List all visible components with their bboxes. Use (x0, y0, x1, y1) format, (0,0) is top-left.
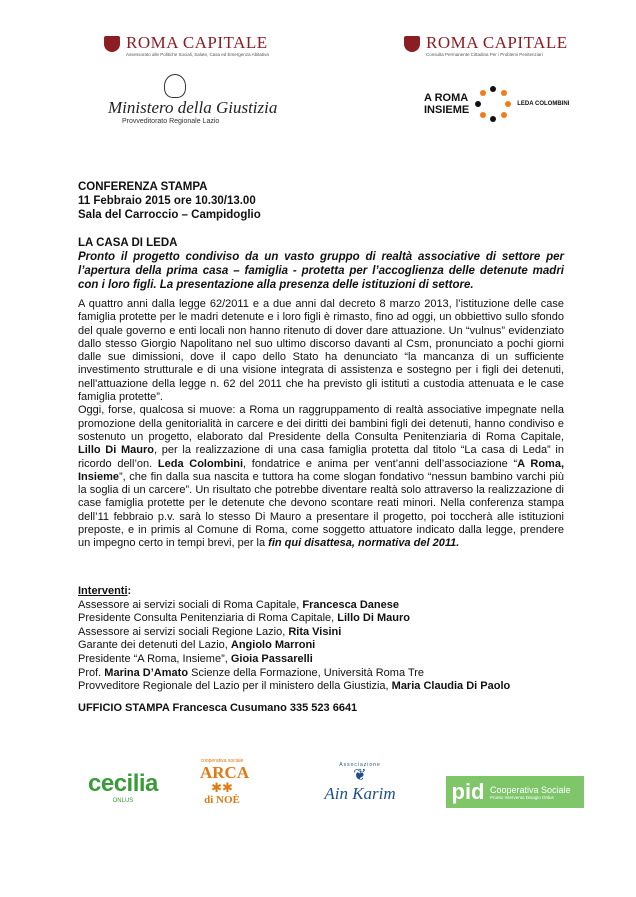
intervento-item (78, 626, 578, 640)
intervento-item (78, 653, 578, 667)
intervento-role: Presidente “A Roma, Insieme”, (78, 652, 231, 665)
intervento-role: Prof. (78, 666, 105, 679)
intervento-name: Gioia Passarelli (230, 652, 313, 665)
ministero-title: Ministero della Giustizia (108, 98, 278, 117)
press-office: UFFICIO STAMPA Francesca Cusumano 335 523 6641 (78, 702, 358, 714)
dots-circle-icon (473, 84, 513, 124)
intervento-role: Assessore ai servizi sociali di Roma Capitale, (78, 598, 303, 611)
ring-dot (490, 86, 496, 92)
ministero-giustizia-logo (108, 74, 278, 125)
pid-subtitle: Pronto Intervento Disagio Onlus (490, 794, 554, 800)
roma-capitale-title: ROMA CAPITALE (426, 33, 568, 52)
body-text (78, 298, 564, 551)
ain-karim-top: Associazione (339, 762, 381, 768)
ain-karim-logo (310, 762, 410, 804)
intervento-name: Marina D’Amato (104, 666, 189, 679)
p2-name-association: A Roma, Insieme (78, 457, 565, 483)
intervento-item (78, 680, 578, 694)
roma-capitale-subtitle: Consulta Permanente Cittadina Per i Problemi Penitenziari (426, 52, 543, 57)
republic-emblem-icon (164, 74, 186, 98)
roma-crest-icon (104, 36, 120, 52)
p2-text: Oggi, forse, qualcosa si muove: a Roma un raggruppamento di realtà associative impegnate nella promozione della genitorialità in carcere e dei diritti dei bambini figli dei detenuti, hanno condiviso e sostenuto un progetto, elaborato dal Presidente della Consulta Penitenziaria di Roma Capitale, (78, 404, 564, 443)
arca-di-noe-logo (200, 758, 250, 806)
roma-capitale-subtitle: Assessorato alle Politiche Sociali, Salute, Casa ed Emergenza Abitativa (126, 52, 269, 57)
intervento-name: Angiolo Marroni (230, 639, 316, 652)
p2-text: , fondatrice e anima per vent’anni dell’associazione “ (243, 457, 518, 470)
body-paragraph-2 (78, 404, 564, 550)
header-line-2: 11 Febbraio 2015 ore 10.30/13.00 (78, 195, 256, 207)
arca-top-text: cooperativa sociale (200, 758, 244, 764)
p2-text: ”, che fin dalla sua nascita e tuttora ha come slogan fondativo “nessun bambino varchi più la soglia di un carcere”. Un risultato che potrebbe diventare realtà solo attraverso la realizzazione di case famiglia protette per le detenute che devono scontare reati minori. Nella conferenza stampa dell’11 febbraio p.v. sarà lo stesso Di Mauro a presentare il progetto, poi toccherà alle istituzioni preposte, e in primis al Comune di Roma, come soggetto attuatore indicato dalla legge, prendere un impegno certo in tempi brevi, per la (78, 470, 564, 550)
arca-sub-text: di NOÈ (204, 794, 240, 806)
interventi-heading: Interventi: (78, 585, 132, 597)
intervento-item (78, 667, 578, 681)
ring-dot (490, 116, 496, 122)
roma-capitale-title: ROMA CAPITALE (126, 33, 268, 52)
press-conference-header (78, 180, 261, 222)
pid-logo (446, 776, 584, 808)
ain-karim-text: Ain Karim (324, 784, 396, 803)
roma-capitale-logo-right (404, 34, 568, 58)
intervento-name: Rita Visini (288, 625, 342, 638)
insieme-text: INSIEME (424, 104, 470, 116)
interventi-title: Interventi (78, 585, 128, 597)
pid-title: Cooperativa Sociale (490, 784, 571, 795)
ring-dot (501, 90, 507, 96)
roma-crest-icon (404, 36, 420, 52)
people-icon: ✱✱ (211, 780, 233, 795)
roma-capitale-logo-left (104, 34, 269, 58)
ring-dot (475, 101, 481, 107)
intervento-item (78, 612, 578, 626)
dove-icon: ❦ (353, 767, 367, 784)
p2-name-di-mauro: Lillo Di Mauro (78, 444, 155, 457)
cecilia-text: cecilia (88, 770, 158, 797)
p2-text: , per la realizzazione di una casa famiglia protetta dal titolo “La casa di Leda” in ricordo dell’on. (78, 444, 564, 470)
interventi-list (78, 599, 578, 694)
ring-dot (501, 112, 507, 118)
intervento-role: Presidente Consulta Penitenziaria di Roma Capitale, (78, 612, 338, 625)
cecilia-logo (88, 770, 158, 804)
title-subtitle: Pronto il progetto condiviso da un vasto gruppo di realtà associative di settore per l’apertura della prima casa – famiglia - protetta per l’accoglienza delle detenute madri con i loro figli. La presentazione alla presenza delle istituzioni di settore. (78, 251, 564, 291)
ring-dot (480, 90, 486, 96)
arca-text: ARCA (200, 763, 250, 782)
intervento-name: Maria Claudia Di Paolo (391, 680, 511, 693)
intervento-item (78, 639, 578, 653)
intervento-name: Lillo Di Mauro (337, 612, 410, 625)
ring-dot (480, 112, 486, 118)
intervento-tail: Scienze della Formazione, Università Roma Tre (188, 666, 425, 679)
ring-dot (505, 101, 511, 107)
interventi-section (78, 585, 578, 694)
intervento-role: Garante dei detenuti del Lazio, (78, 639, 231, 652)
pid-mark: pid (451, 779, 485, 804)
a-roma-insieme-logo (424, 84, 569, 124)
intervento-role: Assessore ai servizi sociali Regione Lazio, (78, 625, 289, 638)
intervento-name: Francesca Danese (302, 598, 399, 611)
title-block (78, 236, 564, 292)
header-line-3: Sala del Carroccio – Campidoglio (78, 209, 261, 221)
page-title: LA CASA DI LEDA (78, 237, 178, 249)
header-line-1: CONFERENZA STAMPA (78, 181, 208, 193)
leda-colombini-text: LEDA COLOMBINI (517, 101, 570, 107)
p2-closing-emphasis: fin qui disattesa, normativa del 2011. (268, 537, 460, 550)
intervento-item (78, 599, 578, 613)
ministero-subtitle: Provveditorato Regionale Lazio (122, 118, 220, 125)
cecilia-onlus: ONLUS (112, 798, 134, 804)
p2-name-colombini: Leda Colombini (157, 457, 244, 470)
intervento-role: Provveditore Regionale del Lazio per il ministero della Giustizia, (78, 680, 392, 693)
body-paragraph-1: A quattro anni dalla legge 62/2011 e a due anni dal decreto 8 marzo 2013, l’istituzione delle case famiglia protette per le madri detenute e i loro figli è rimasto, fino ad oggi, un obbiettivo sullo sfondo del quale governo e enti locali non hanno ritenuto di dover dare attuazione. Un “vulnus” evidenziato dallo stesso Giorgio Napolitano nel suo ultimo discorso davanti al Csm, pronunciato a pochi giorni dalle sue dimissioni, dove il capo dello Stato ha denunciato “la mancanza di un sufficiente investimento strutturale e di una visione integrata di assistenza e sostegno per i figli dei detenuti, nell'attuazione della legge n. 62 del 2011 che ha previsto gli istituti a custodia attenuata e le case famiglia protette”. (78, 298, 564, 404)
a-roma-text: A ROMA (424, 92, 469, 104)
